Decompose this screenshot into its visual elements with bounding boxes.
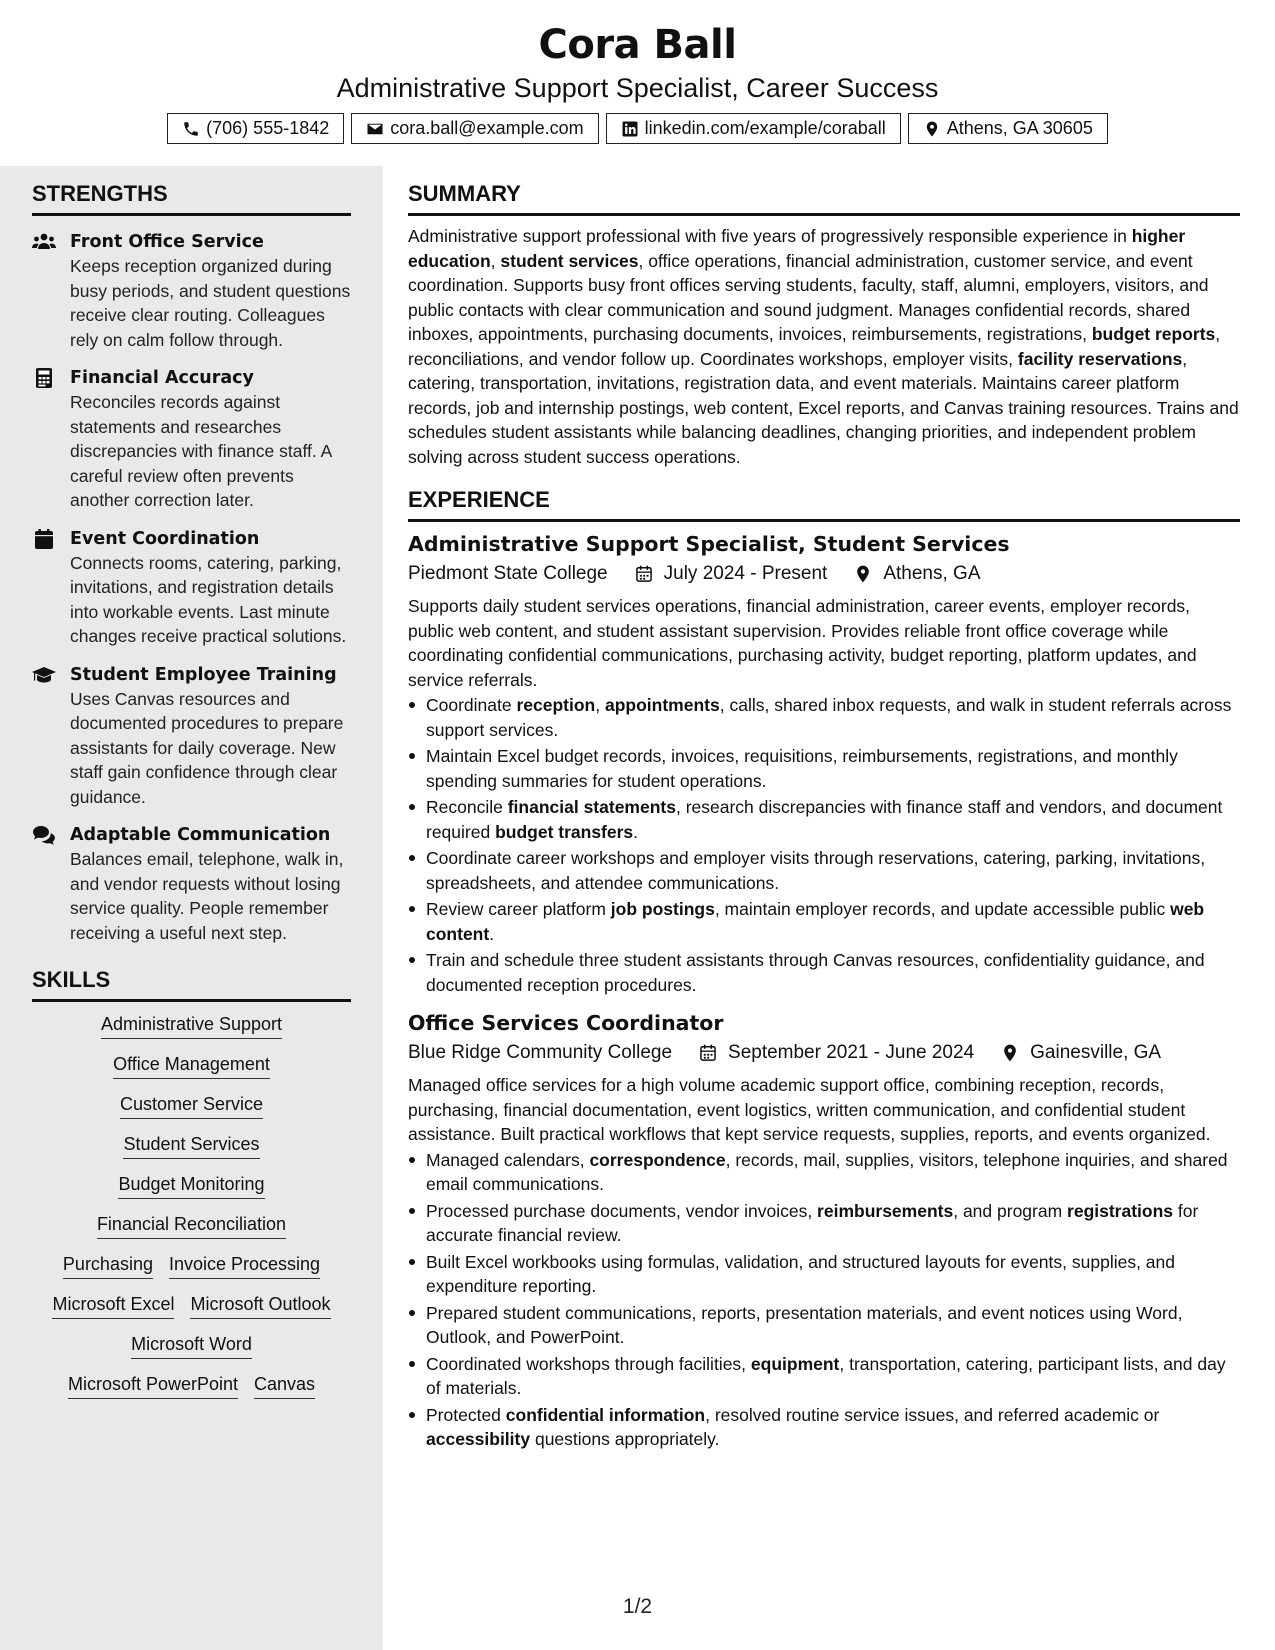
skill-tag: Purchasing: [63, 1252, 153, 1279]
strength-desc: Balances email, telephone, walk in, and vendor requests without losing service quality. People remember receiving a useful next step.: [70, 849, 344, 943]
phone-icon: [182, 120, 200, 138]
contact-phone: [167, 113, 344, 144]
strengths-heading: STRENGTHS: [32, 181, 351, 216]
bullet-item: Train and schedule three student assistants through Canvas resources, confidentiality guidance, and documented reception procedures.: [408, 948, 1240, 997]
contact-bar: [0, 113, 1275, 144]
bold-term: registrations: [1067, 1200, 1174, 1221]
bold-term: student services: [500, 250, 639, 271]
candidate-name: Cora Ball: [538, 22, 737, 68]
contact-location: [908, 113, 1108, 144]
strength-desc: Reconciles records against statements and researches discrepancies with finance staff. A careful review often prevents another correction later.: [70, 392, 332, 510]
bold-term: budget reports: [1091, 324, 1216, 344]
calendar-icon: [32, 529, 56, 549]
summary-text: Administrative support professional with five years of progressively responsible experience in higher education, student services, office operations, financial administration, customer service, and event coordination. Supports busy front offices serving students, faculty, staff, alumni, employers, visitors, and public contacts with clear communication and sound judgment. Manages confidential records, shared inboxes, appointments, purchasing documents, invoices, reimbursements, registrations, budget reports, reconciliations, and vendor follow up. Coordinates workshops, employer visits, facility reservations, catering, transportation, invitations, registration data, and event materials. Maintains career platform records, job and internship postings, web content, Excel reports, and Canvas training resources. Trains and schedules student assistants while balancing deadlines, changing priorities, and independent problem solving across student success operations.: [408, 226, 1239, 467]
experience-heading: EXPERIENCE: [408, 487, 1240, 522]
skill-tag: Student Services: [123, 1132, 259, 1159]
bold-term: accessibility: [426, 1429, 531, 1449]
bold-term: web content: [426, 899, 1205, 944]
strength-title: Financial Accuracy: [70, 368, 254, 388]
job-organization: Piedmont State College: [408, 563, 608, 584]
bullet-item: Protected confidential information, resolved routine service issues, and referred academic or accessibility questions appropriately.: [408, 1403, 1240, 1452]
bullet-item: Review career platform job postings, maintain employer records, and update accessible public web content.: [408, 897, 1240, 946]
strength-item: [32, 230, 351, 352]
job-dates: July 2024 - Present: [663, 563, 828, 584]
map-pin-icon: [853, 564, 873, 584]
map-pin-icon: [923, 120, 941, 138]
bullet-item: Maintain Excel budget records, invoices, requisitions, reimbursements, registrations, and monthly spending summaries for student operations.: [408, 744, 1240, 793]
strength-desc: Uses Canvas resources and documented procedures to prepare assistants for daily coverage. New staff gain confidence through clear guidance.: [70, 688, 344, 807]
sidebar: [0, 166, 383, 1650]
job-bullets: [408, 693, 1240, 997]
job-dates: September 2021 - June 2024: [728, 1042, 975, 1063]
bold-term: reimbursements: [817, 1200, 954, 1221]
bold-term: higher education: [408, 226, 1186, 271]
candidate-title: Administrative Support Specialist, Career Success: [336, 73, 939, 103]
job-title: Administrative Support Specialist, Student Services: [408, 532, 1010, 556]
job-description: Managed office services for a high volume academic support office, combining reception, records, purchasing, financial documentation, event logistics, written communication, and confidential student assistance. Built practical workflows that kept service requests, supplies, reports, and events organized.: [408, 1075, 1211, 1144]
bullet-item: Reconcile financial statements, research discrepancies with finance staff and vendors, and document required budget transfers.: [408, 795, 1240, 844]
strength-item: [32, 527, 351, 649]
skill-tag: Customer Service: [120, 1092, 263, 1119]
envelope-icon: [366, 120, 384, 138]
skill-tag: Invoice Processing: [169, 1252, 320, 1279]
bold-term: correspondence: [589, 1149, 726, 1170]
job-meta: [408, 1042, 1240, 1064]
job-location: Athens, GA: [883, 563, 981, 584]
contact-linkedin-text[interactable]: linkedin.com/example/coraball: [644, 118, 886, 138]
summary-heading: SUMMARY: [408, 181, 1240, 216]
bullet-item: Coordinate career workshops and employer visits through reservations, catering, parking, invitations, spreadsheets, and attendee communications.: [408, 846, 1240, 895]
strength-title: Event Coordination: [70, 528, 260, 549]
job-entry: [408, 532, 1240, 997]
bold-term: financial statements: [507, 797, 676, 817]
strength-title: Student Employee Training: [70, 664, 337, 685]
skill-tag: Microsoft Outlook: [190, 1292, 330, 1319]
calendar-icon: [698, 1043, 718, 1063]
job-bullets: [408, 1148, 1240, 1452]
job-location: Gainesville, GA: [1030, 1042, 1162, 1063]
strength-title: Adaptable Communication: [70, 825, 331, 845]
bullet-item: Managed calendars, correspondence, records, mail, supplies, visitors, telephone inquiries, and shared email communications.: [408, 1148, 1240, 1197]
contact-linkedin[interactable]: [606, 113, 901, 144]
job-title: Office Services Coordinator: [408, 1011, 724, 1035]
job-description: Supports daily student services operations, financial administration, career events, employer records, public web content, and student assistant supervision. Provides reliable front office coverage while coordinating confidential communications, purchasing activity, budget reporting, platform updates, and service referrals.: [408, 596, 1197, 690]
main-content: [408, 166, 1240, 1454]
contact-email[interactable]: [351, 113, 598, 144]
strength-title: Front Office Service: [70, 232, 264, 252]
bullet-item: Built Excel workbooks using formulas, validation, and structured layouts for events, supplies, and expenditure reporting.: [408, 1250, 1240, 1299]
bullet-item: Coordinate reception, appointments, calls, shared inbox requests, and walk in student referrals across support services.: [408, 693, 1240, 742]
skill-tag: Microsoft Excel: [52, 1292, 174, 1319]
bold-term: budget transfers: [495, 821, 634, 842]
skill-tag: Canvas: [254, 1372, 315, 1399]
graduation-cap-icon: [32, 665, 56, 685]
calculator-icon: [32, 368, 56, 388]
contact-phone-text: (706) 555-1842: [206, 118, 330, 138]
users-icon: [32, 232, 56, 252]
linkedin-icon: [621, 120, 639, 138]
contact-email-text[interactable]: cora.ball@example.com: [390, 118, 584, 138]
strength-desc: Connects rooms, catering, parking, invitations, and registration details into workable events. Last minute changes receive practical solutions.: [70, 552, 347, 646]
skills-list: [32, 1012, 351, 1399]
skill-tag: Microsoft PowerPoint: [68, 1372, 238, 1399]
strength-item: [32, 823, 351, 945]
strength-desc: Keeps reception organized during busy periods, and student questions receive clear routing. Colleagues rely on calm follow through.: [70, 256, 351, 350]
bold-term: equipment: [750, 1353, 840, 1374]
skill-tag: Budget Monitoring: [118, 1172, 264, 1199]
contact-location-text: Athens, GA 30605: [946, 118, 1093, 138]
bold-term: confidential information: [505, 1404, 706, 1425]
bullet-item: Coordinated workshops through facilities, equipment, transportation, catering, participant lists, and day of materials.: [408, 1352, 1240, 1401]
bullet-item: Prepared student communications, reports, presentation materials, and event notices using Word, Outlook, and PowerPoint.: [408, 1301, 1240, 1350]
bold-term: reception: [516, 695, 596, 715]
map-pin-icon: [1000, 1043, 1020, 1063]
skills-heading: SKILLS: [32, 967, 351, 1002]
skill-tag: Financial Reconciliation: [97, 1212, 286, 1239]
chat-bubbles-icon: [32, 825, 56, 845]
bullet-item: Processed purchase documents, vendor invoices, reimbursements, and program registrations for accurate financial review.: [408, 1199, 1240, 1248]
skill-tag: Administrative Support: [101, 1012, 282, 1039]
job-meta: [408, 563, 1240, 585]
bold-term: appointments: [605, 695, 720, 715]
bold-term: facility reservations: [1017, 348, 1183, 369]
page-number: 1/2: [622, 1595, 653, 1618]
job-entry: [408, 1011, 1240, 1452]
strength-item: [32, 663, 351, 810]
skill-tag: Office Management: [113, 1052, 270, 1079]
skill-tag: Microsoft Word: [131, 1332, 252, 1359]
calendar-icon: [634, 564, 654, 584]
strength-item: [32, 366, 351, 513]
bold-term: job postings: [610, 899, 715, 919]
job-organization: Blue Ridge Community College: [408, 1042, 673, 1063]
